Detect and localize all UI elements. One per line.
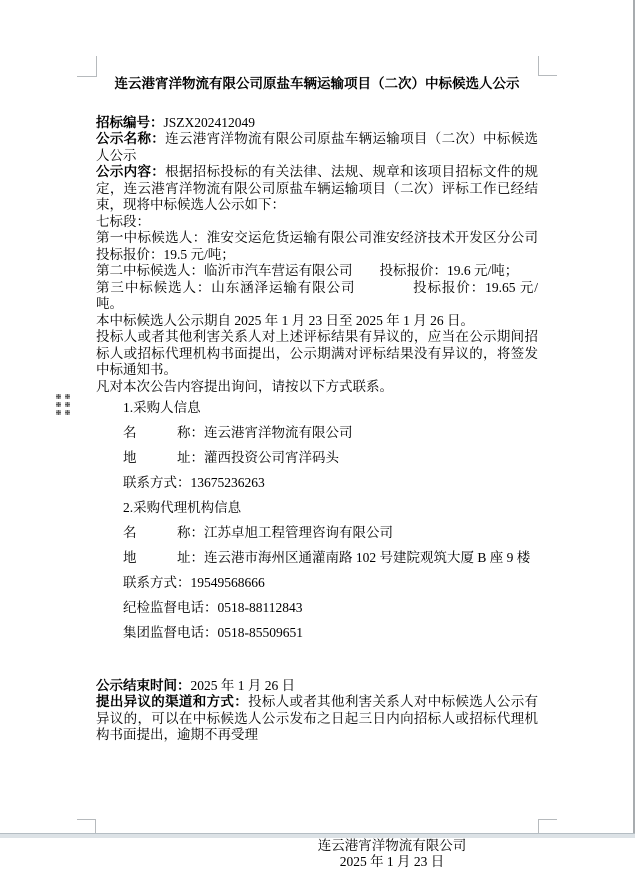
field-label: 公示内容： (96, 164, 166, 179)
field-end-time (96, 678, 538, 695)
document-body (96, 76, 542, 871)
field-label: 招标编号： (96, 114, 164, 130)
field-notice-name (96, 131, 538, 164)
field-label: 提出异议的渠道和方式： (96, 694, 249, 709)
candidate-line-3: 第三中标候选人：山东涵泽运输有限公司 投标报价：19.65 元/吨。 (96, 279, 538, 311)
note-contact-intro: 凡对本次公告内容提出询问，请按以下方式联系。 (96, 378, 393, 394)
contact-label: 地 址： (123, 550, 204, 565)
field-objection-channel (96, 694, 538, 744)
margin-anchor-dots-icon (56, 394, 70, 415)
contact-value: 江苏卓旭工程管理咨询有限公司 (204, 525, 393, 540)
contact-label: 集团监督电话： (123, 625, 218, 640)
contact-label: 名 称： (123, 525, 204, 540)
field-value: 投标人或者其他利害关系人对中标候选人公示有异议的，可以在中标候选人公示发布之日起三日内向招标人或招标代理机构书面提出，逾期不再受理 (96, 694, 539, 742)
signature-block (282, 838, 502, 871)
section-label: 七标段： (96, 213, 150, 229)
signature-date: 2025 年 1 月 23 日 (339, 854, 445, 869)
agency-heading: 2.采购代理机构信息 (123, 500, 242, 515)
document-title: 连云港宵洋物流有限公司原盐车辆运输项目（二次）中标候选人公示 (114, 76, 520, 91)
candidate-line-2: 第二中标候选人：临沂市汽车营运有限公司 投标报价：19.6 元/吨； (96, 263, 519, 278)
note-objection: 投标人或者其他利害关系人对上述评标结果有异议的，应当在公示期间招标人或招标代理机构书面提出，公示期满对评标结果没有异议的，将签发中标通知书。 (96, 329, 538, 377)
contact-label: 地 址： (123, 450, 204, 465)
candidate-line-1: 第一中标候选人：淮安交运危货运输有限公司淮安经济技术开发区分公司 投标报价：19.5 元/吨； (96, 230, 542, 262)
crop-mark-top-right-icon (538, 56, 557, 76)
signature-org: 连云港宵洋物流有限公司 (317, 837, 467, 853)
group-phone (123, 625, 538, 642)
agency-address (123, 550, 538, 567)
agency-phone (123, 575, 538, 592)
crop-mark-top-left-icon (77, 56, 97, 77)
contact-label: 纪检监督电话： (123, 600, 218, 615)
field-bid-number (96, 115, 538, 132)
contact-value: 13675236263 (190, 475, 265, 490)
purchaser-heading: 1.采购人信息 (123, 400, 201, 415)
purchaser-name (123, 425, 538, 442)
contact-label: 名 称： (123, 425, 204, 440)
contact-value: 连云港宵洋物流有限公司 (204, 425, 353, 440)
contact-value: 0518-85509651 (217, 625, 303, 640)
field-value: 连云港宵洋物流有限公司原盐车辆运输项目（二次）中标候选人公示 (96, 131, 539, 163)
discipline-phone (123, 600, 538, 617)
field-value: JSZX202412049 (163, 114, 256, 130)
contact-value: 灌西投资公司宵洋码头 (204, 450, 339, 465)
field-label: 公示名称： (96, 131, 166, 146)
note-publicity-period: 本中标候选人公示期自 2025 年 1 月 23 日至 2025 年 1 月 26 日。 (96, 312, 474, 328)
field-label: 公示结束时间： (96, 677, 191, 693)
contact-label: 联系方式： (123, 475, 191, 490)
field-value: 2025 年 1 月 26 日 (190, 677, 296, 693)
contact-label: 联系方式： (123, 575, 191, 590)
purchaser-address (123, 450, 538, 467)
contact-value: 0518-88112843 (217, 600, 303, 615)
contact-value: 连云港市海州区通灌南路 102 号建院观筑大厦 B 座 9 楼 (204, 550, 531, 565)
field-value: 根据招标投标的有关法律、法规、规章和该项目招标文件的规定，连云港宵洋物流有限公司原盐车辆运输项目（二次）评标工作已经结束，现将中标候选人公示如下： (96, 164, 539, 212)
agency-name (123, 525, 538, 542)
contact-value: 19549568666 (190, 575, 265, 590)
purchaser-phone (123, 475, 538, 492)
field-notice-content (96, 164, 538, 214)
